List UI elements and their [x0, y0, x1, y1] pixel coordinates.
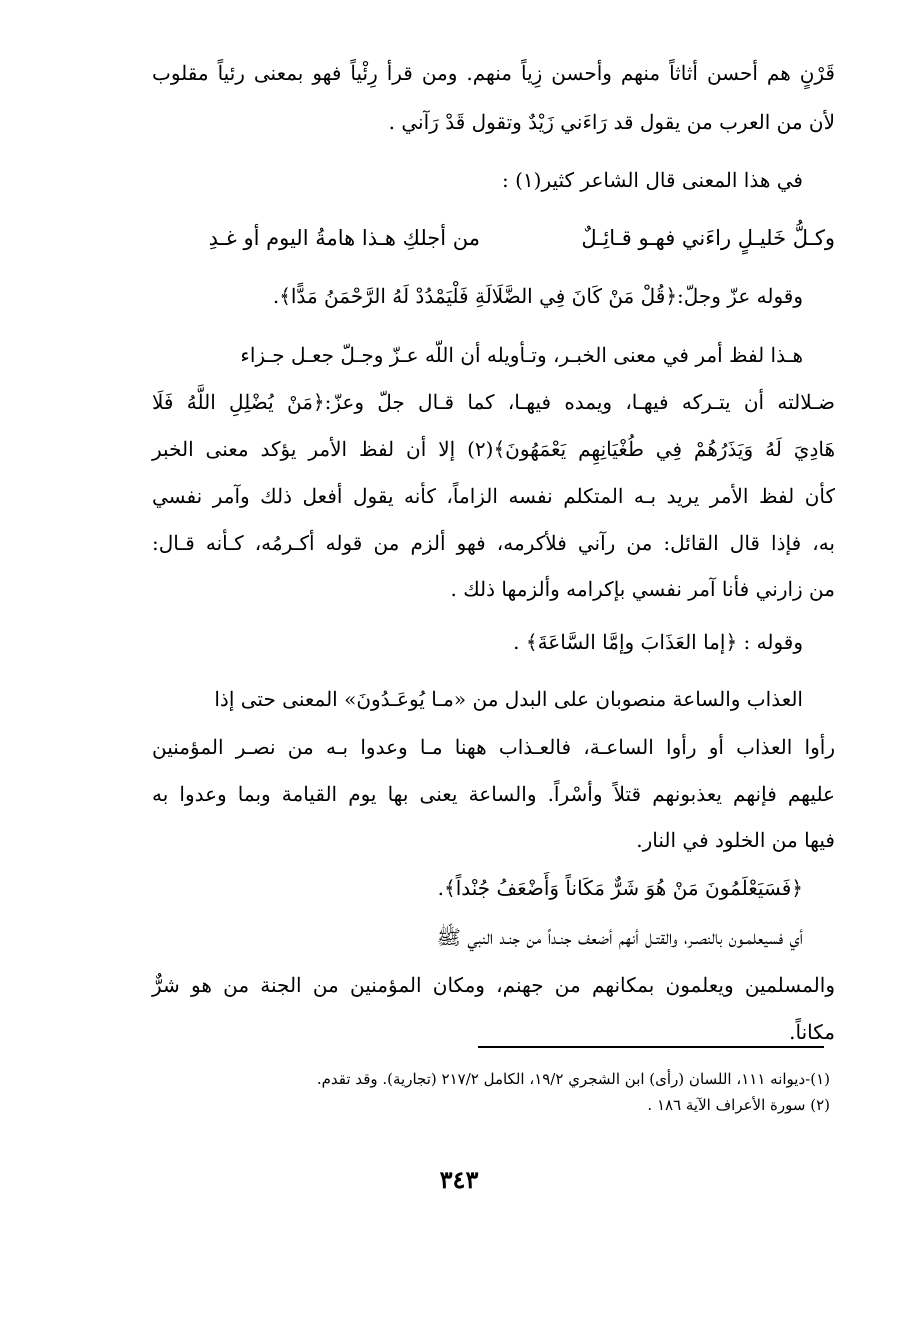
- body-line: قَرْنٍ هم أحسن أثاثاً منهم وأحسن زِياً منهم. ومن قرأ رِئْياً فهو بمعنى رئياً مقلوب: [152, 61, 835, 85]
- body-line: مكاناً.: [789, 1020, 835, 1044]
- body-line: هـذا لفظ أمر في معنى الخبـر، وتـأويله أن اللّه عـزّ وجـلّ جعـل جـزاء: [240, 343, 803, 367]
- body-line: ﴿فَسَيَعْلَمُونَ مَنْ هُوَ شَرٌّ مَكَاناً وَأَضْعَفُ جُنْداً﴾.: [437, 876, 803, 900]
- body-line: به، فإذا قال القائل: من رآني فلأكرمه، فهو ألزم من قوله أكـرمُه، كـأنه قـال:: [152, 531, 835, 555]
- page-number: ٣٤٣: [439, 1165, 479, 1194]
- footnote-1: (١)-ديوانه ١١١، اللسان (رأى) ابن الشجري ١٩/٢، الكامل ٢١٧/٢ (تجارية). وقد تقدم.: [316, 1070, 830, 1088]
- footnote-2: (٢) سورة الأعراف الآية ١٨٦ .: [647, 1096, 830, 1114]
- body-line: كأن لفظ الأمر يريد بـه المتكلم نفسه الزاماً، كأنه يقول أفعل ذلك وآمر نفسي: [152, 484, 835, 508]
- footnote-divider: [478, 1046, 824, 1048]
- body-line: من زارني فأنا آمر نفسي بإكرامه وألزمها ذلك .: [450, 577, 835, 601]
- verse-first-half: وكـلُّ خَليـلٍ راءَني فهـو قـائِـلٌ: [581, 226, 835, 250]
- body-line: وقوله عزّ وجلّ:﴿قُلْ مَنْ كَانَ فِي الضَّلَالَةِ فَلْيَمْدُدْ لَهُ الرَّحْمَنُ مَدًّا﴾.: [272, 284, 803, 308]
- body-line: والمسلمين ويعلمون بمكانهم من جهنم، ومكان المؤمنين من الجنة من هو شرٌّ: [152, 973, 835, 997]
- body-line: فيها من الخلود في النار.: [636, 828, 835, 852]
- body-line: العذاب والساعة منصوبان على البدل من «مـا يُوعَـدُونَ» المعنى حتى إذا: [214, 687, 803, 711]
- body-line: عليهم فإنهم يعذبونهم قتلاً وأسْراً. والساعة يعنى بها يوم القيامة وبما وعدوا به: [152, 782, 835, 806]
- body-line: في هذا المعنى قال الشاعر كثير(١) :: [501, 168, 803, 192]
- body-line: أي فسيعلمـون بالنصـر، والقتـل أنهم أضعف جنـداً من جنـد النبي ﷺ: [436, 925, 803, 949]
- verse-second-half: من أجلكِ هـذا هامةُ اليوم أو غـدِ: [208, 226, 480, 250]
- body-line: وقوله : ﴿إما العَذَابَ وإمَّا السَّاعَةَ﴾ .: [513, 630, 803, 654]
- body-line: رأوا العذاب أو رأوا الساعـة، فالعـذاب ههنا مـا وعدوا بـه من نصـر المؤمنين: [152, 735, 835, 759]
- body-line: ضـلالته أن يتـركه فيهـا، ويمده فيهـا، كما قـال جلّ وعزّ:﴿مَنْ يُضْلِلِ اللَّهُ فَلَا: [152, 390, 835, 414]
- body-line: لأن من العرب من يقول قد رَاءَني زَيْدٌ وتقول قَدْ رَآني .: [388, 110, 835, 134]
- body-line: هَادِيَ لَهُ وَيَذَرُهُمْ فِي طُغْيَانِهِم يَعْمَهُونَ﴾(٢) إلا أن لفظ الأمر يؤكد معنى الخبر: [152, 437, 835, 461]
